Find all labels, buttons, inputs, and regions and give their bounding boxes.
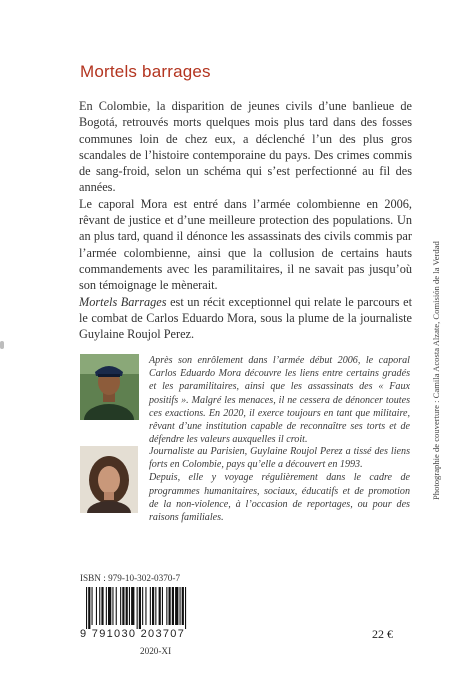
summary-paragraph-3	[79, 294, 412, 343]
price: 22 €	[372, 627, 393, 641]
summary-title-italic: Mortels Barrages	[79, 294, 167, 309]
barcode-bar	[175, 587, 178, 625]
barcode-bar	[172, 587, 174, 625]
barcode-bar	[126, 587, 128, 625]
book-title: Mortels barrages	[80, 62, 211, 81]
barcode-bar	[88, 587, 90, 629]
barcode-bar	[116, 587, 117, 625]
barcode-bar	[92, 587, 93, 625]
barcode-bar	[155, 587, 156, 625]
barcode-bar	[86, 587, 87, 629]
author-bio-mora	[149, 354, 410, 446]
barcode-bar	[142, 587, 143, 625]
summary-paragraph-2: Le caporal Mora est entré dans l’armée colombienne en 2006, rêvant de justice et d’une meilleure protection des populations. Un an plus tard, quand il dénonce les assassinats des civils commis par l’armée colombienne, ainsi que la collusion de certains hauts commandements avec les paramilitaires, il ne savait pas jusqu’où son témoignage le mènerait.	[79, 196, 412, 293]
barcode-bar	[150, 587, 151, 625]
barcode-bar	[139, 587, 141, 629]
barcode-bar	[137, 587, 138, 629]
barcode-bar	[106, 587, 107, 625]
summary-paragraph-1: En Colombie, la disparition de jeunes civils d’une banlieue de Bogotá, retrouvés morts quelques mois plus tard dans des fosses communes loin de chez eux, a déclenché l’un des plus gros scandales de l’histoire contemporaine du pays. Des crimes commis de sang-froid, selon un schéma qui s’est perfectionné au fil des années.	[79, 99, 412, 195]
author-photo-perez	[80, 446, 138, 513]
cover-photo-credit: Photographie de couverture : Camila Acosta Alzate, Comisión de la Verdad	[431, 241, 441, 500]
margin-mark	[0, 341, 4, 349]
barcode-bar	[96, 587, 97, 625]
barcode-bar	[145, 587, 146, 625]
bio-perez-paragraph-2: Depuis, elle y voyage régulièrement dans le cadre de programmes humanitaires, sociaux, éducatifs et de promotion de la non-violence, à l’occasion de reportages, ou pour des raisons familiales.	[149, 472, 410, 524]
barcode-bar	[166, 587, 167, 625]
summary-paragraph-3-rest: est un récit exceptionnel qui relate le parcours et le combat de Carlos Eduardo Mora, sous la plume de la journaliste Guylaine Roujol Perez.	[79, 294, 412, 342]
barcode-bar	[122, 587, 124, 625]
barcode-bar	[162, 587, 163, 625]
barcode-bar	[180, 587, 181, 625]
bio-perez-paragraph-1: Journaliste au Parisien, Guylaine Roujol Perez a tissé des liens forts en Colombie, pays qu’elle a découvert en 1993.	[149, 446, 410, 471]
barcode-bar	[152, 587, 154, 625]
barcode-bar	[185, 587, 186, 629]
barcode-bar	[112, 587, 113, 625]
author-bio-perez	[149, 445, 410, 524]
barcode-bar	[159, 587, 161, 625]
edition-code: 2020-XI	[140, 646, 172, 656]
barcode-bar	[101, 587, 103, 625]
barcode-bar	[99, 587, 100, 625]
barcode-bar	[182, 587, 184, 625]
barcode-bar	[120, 587, 121, 625]
barcode-bar	[169, 587, 171, 625]
bio-mora-text: Après son enrôlement dans l’armée début 2006, le caporal Carlos Eduardo Mora découvre les liens entre certains gradés et les paramilitaires, ainsi que les assassinats des « Faux positifs ». Malgré les menaces, il ne cessera de dénoncer toutes ces exactions. En 2020, il exerce toujours en tant que militaire, rêvant d’une institution capable de reconnaître ses torts et de défendre les valeurs auxquelles il croit.	[149, 355, 410, 446]
isbn-barcode	[86, 587, 228, 629]
barcode-bar	[131, 587, 134, 625]
isbn-number: ISBN : 979-10-302-0370-7	[80, 573, 181, 583]
barcode-bar	[108, 587, 111, 625]
author-photo-mora	[80, 354, 139, 420]
back-cover-summary	[79, 98, 412, 342]
barcode-bar	[129, 587, 130, 625]
barcode-digits: 9 791030 203707	[80, 628, 186, 640]
